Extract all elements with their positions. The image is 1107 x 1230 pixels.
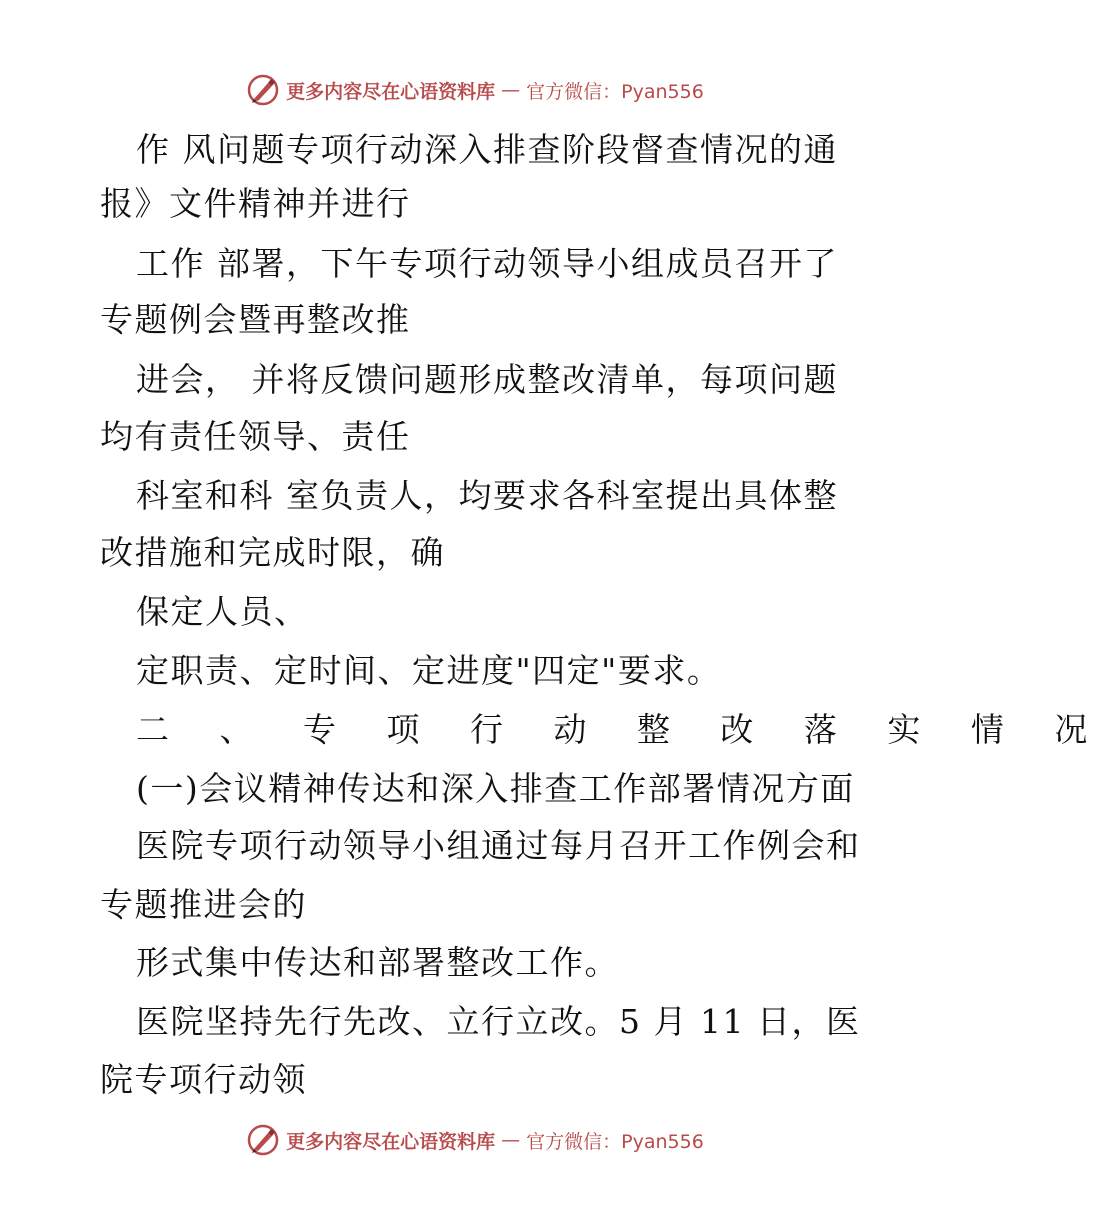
section-heading: 二 、 专 项 行 动 整 改 落 实 情 况: [136, 710, 1107, 749]
body-line: 报》文件精神并进行: [100, 184, 411, 223]
header-banner-separator: —: [501, 79, 521, 101]
body-line: 医院坚持先行先改、立行立改。5 月 11 日，医: [136, 1002, 861, 1041]
body-line: 形式集中传达和部署整改工作。: [136, 943, 619, 982]
body-line: 工作 部署，下午专项行动领导小组成员召开了: [136, 244, 838, 283]
header-banner: [0, 70, 950, 110]
footer-banner-separator: —: [501, 1129, 521, 1151]
body-line: 均有责任领导、责任: [100, 417, 411, 456]
subsection-heading: (一)会议精神传达和深入排查工作部署情况方面: [136, 769, 855, 808]
body-line: 科室和科 室负责人，均要求各科室提出具体整: [136, 476, 838, 515]
body-line: 保定人员、: [136, 592, 309, 631]
footer-banner: [0, 1120, 950, 1160]
header-banner-contact: 官方微信：Pyan556: [526, 80, 704, 103]
body-line: 进会， 并将反馈问题形成整改清单，每项问题: [136, 360, 838, 399]
body-line: 专题例会暨再整改推: [100, 300, 411, 339]
pen-logo-icon: [246, 73, 280, 107]
pen-logo-icon: [246, 1123, 280, 1157]
footer-banner-text: 更多内容尽在心语资料库: [286, 1130, 496, 1153]
body-line: 作 风问题专项行动深入排查阶段督查情况的通: [136, 130, 838, 169]
body-line: 改措施和完成时限，确: [100, 533, 445, 572]
header-banner-text: 更多内容尽在心语资料库: [286, 80, 496, 103]
body-line: 医院专项行动领导小组通过每月召开工作例会和: [136, 826, 861, 865]
body-line: 院专项行动领: [100, 1060, 307, 1099]
body-line: 定职责、定时间、定进度"四定"要求。: [136, 651, 722, 690]
footer-banner-contact: 官方微信：Pyan556: [526, 1130, 704, 1153]
body-line: 专题推进会的: [100, 885, 307, 924]
